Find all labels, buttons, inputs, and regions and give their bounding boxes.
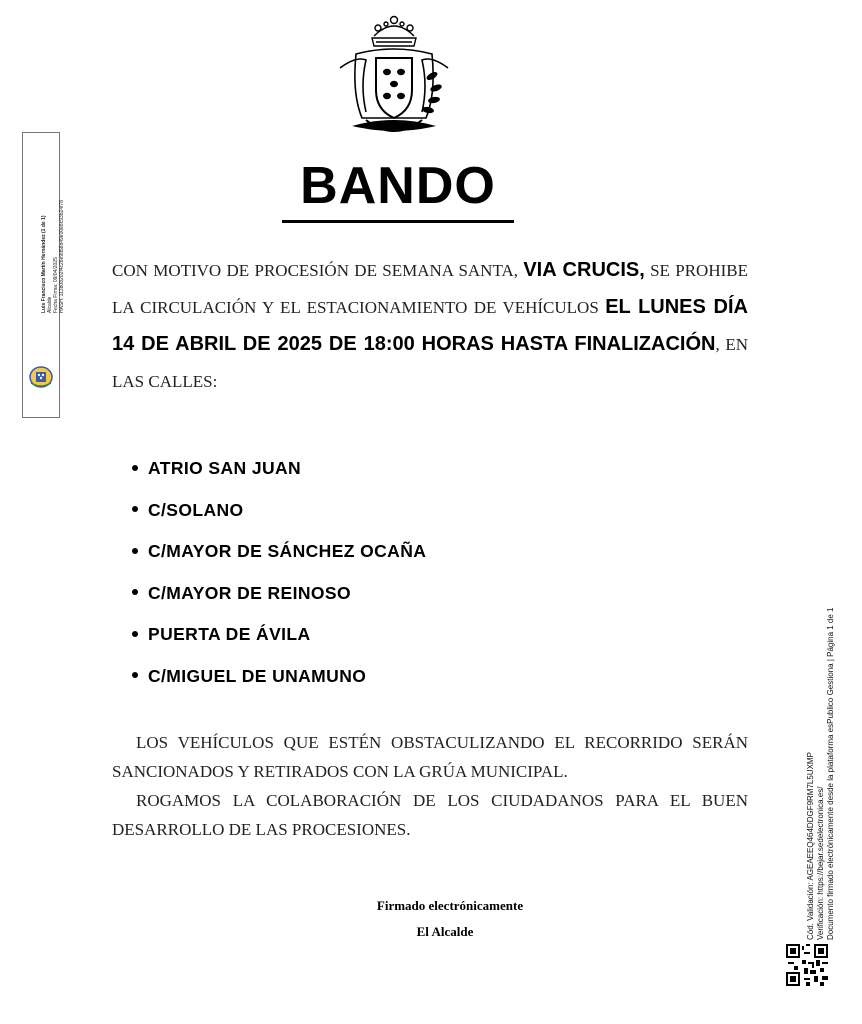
list-item xyxy=(128,614,426,656)
notice-line-2: ROGAMOS LA COLABORACIÓN DE LOS CIUDADANOS PARA EL BUEN DESARROLLO DE LAS PROCESIONES. xyxy=(112,791,748,839)
list-item xyxy=(128,490,426,532)
stamp-hash: HASH: 113b08202f4c26e9d58b49e00e8c93b24f78 xyxy=(59,199,65,313)
bullet-icon xyxy=(132,589,138,595)
list-item xyxy=(128,573,426,615)
bullet-icon xyxy=(132,506,138,512)
document-title: BANDO xyxy=(282,158,514,223)
list-item xyxy=(128,448,426,490)
intro-bold-date: EL LUNES DÍA 14 DE ABRIL DE 2025 DE 18:00 HORAS HASTA FINALIZACIÓN xyxy=(112,296,748,355)
bullet-icon xyxy=(132,465,138,471)
street-name: C/MAYOR DE SÁNCHEZ OCAÑA xyxy=(148,541,427,561)
bullet-icon xyxy=(132,548,138,554)
intro-text-3: , EN LAS CALLES: xyxy=(112,335,748,391)
notice-line-1: LOS VEHÍCULOS QUE ESTÉN OBSTACULIZANDO EL RECORRIDO SERÁN SANCIONADOS Y RETIRADOS CON LA GRÚA MUNICIPAL. xyxy=(112,733,748,781)
street-name: C/SOLANO xyxy=(148,499,244,520)
bullet-icon xyxy=(132,631,138,637)
street-name: ATRIO SAN JUAN xyxy=(148,458,302,478)
qr-code-icon xyxy=(786,944,828,986)
intro-text-2: SE PROHIBE LA CIRCULACIÓN Y EL ESTACIONAMIENTO DE VEHÍCULOS xyxy=(112,261,748,317)
notice-paragraph xyxy=(112,728,748,844)
validation-text xyxy=(806,608,836,941)
street-name: PUERTA DE ÁVILA xyxy=(148,624,311,644)
verification-url: Verificación: https://bejar.sedelectronica.es/ xyxy=(816,786,825,940)
stamp-text xyxy=(41,200,65,313)
intro-bold-event: VIA CRUCIS, xyxy=(523,259,645,281)
intro-paragraph xyxy=(112,252,748,400)
stamp-signer: Luis Francisco Martín Hernández (1 de 1) xyxy=(41,215,47,313)
signature-stamp xyxy=(22,132,65,418)
validation-code: Cód. Validación: AGEAEEQ464DDGF9RM7L5UXMP xyxy=(806,752,815,940)
street-list xyxy=(128,448,426,697)
coat-of-arms-logo xyxy=(326,14,462,142)
intro-text-1: CON MOTIVO DE PROCESIÓN DE SEMANA SANTA, xyxy=(112,261,524,280)
document-note: Documento firmado electrónicamente desde la plataforma esPublico Gestiona | Página 1 de 1 xyxy=(826,607,835,940)
signature-role: El Alcalde xyxy=(416,924,474,939)
stamp-date: Fecha Firma: 09/04/2025 xyxy=(53,257,59,313)
street-name: C/MIGUEL DE UNAMUNO xyxy=(148,665,367,686)
street-name: C/MAYOR DE REINOSO xyxy=(148,582,351,603)
list-item xyxy=(128,656,426,698)
list-item xyxy=(128,531,426,573)
signature-signed: Firmado electrónicamente xyxy=(376,898,524,913)
stamp-role: Alcalde xyxy=(47,296,53,313)
municipal-logo-icon xyxy=(28,365,54,389)
bullet-icon xyxy=(132,672,138,678)
